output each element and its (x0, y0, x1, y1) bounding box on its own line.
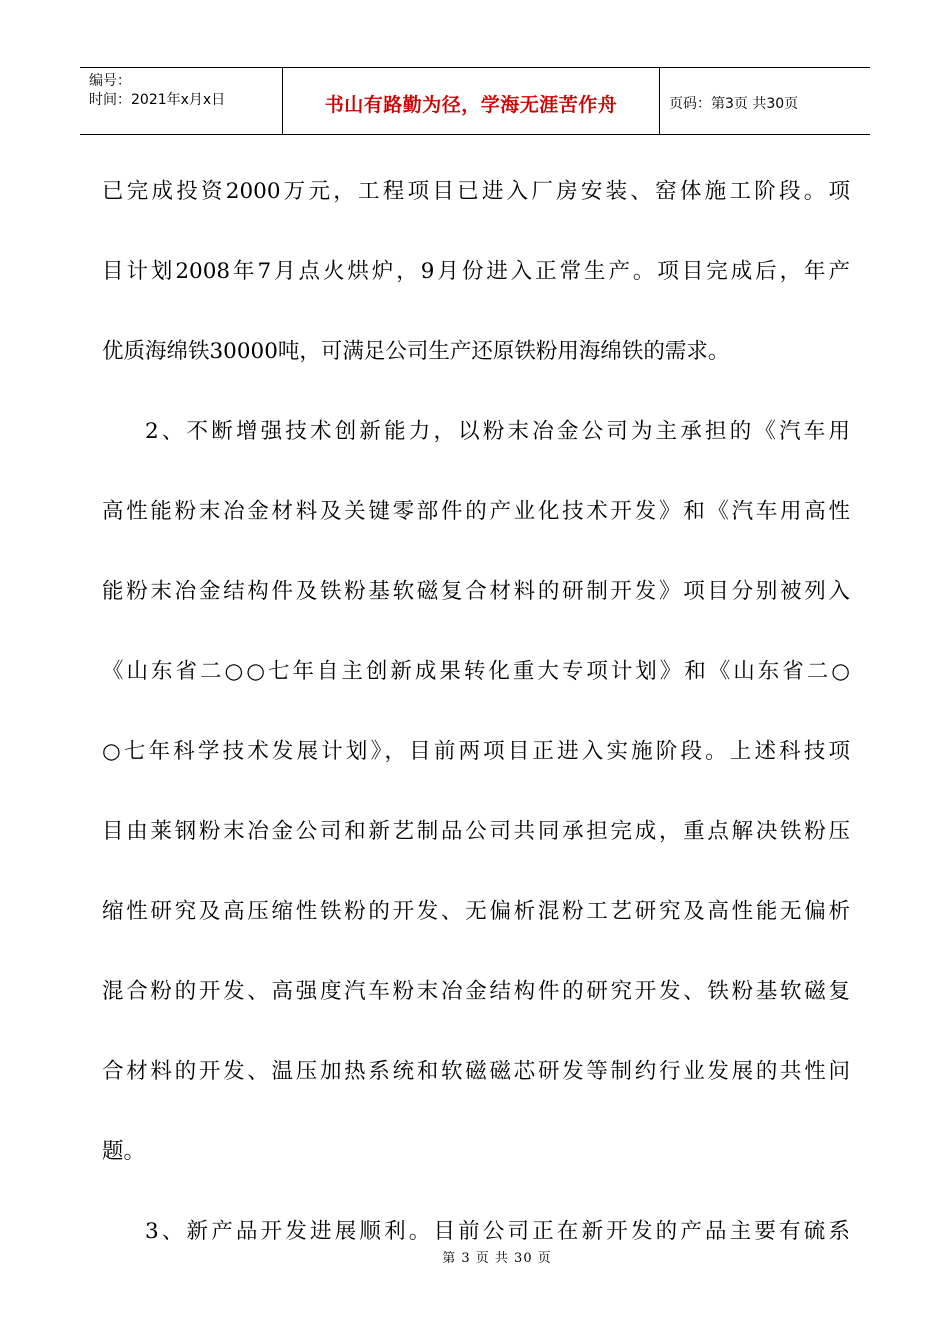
body-line: 能粉末冶金结构件及铁粉基软磁复合材料的研制开发》项目分别被列入 (102, 579, 850, 604)
body-line: 目由莱钢粉末冶金公司和新艺制品公司共同承担完成，重点解决铁粉压 (102, 819, 850, 844)
body-line: 混合粉的开发、高强度汽车粉末冶金结构件的研究开发、铁粉基软磁复 (102, 979, 850, 1004)
body-line: 目计划2008年7月点火烘炉，9月份进入正常生产。项目完成后，年产 (102, 259, 850, 284)
header-info-cell (80, 68, 283, 134)
header-motto: 书山有路勤为径，学海无涯苦作舟 (283, 68, 660, 134)
body-line: 2、不断增强技术创新能力，以粉末冶金公司为主承担的《汽车用 (145, 419, 850, 444)
body-line: 题。 (102, 1139, 146, 1164)
body-line: 合材料的开发、温压加热系统和软磁磁芯研发等制约行业发展的共性问 (102, 1059, 850, 1084)
body-line: 优质海绵铁30000吨，可满足公司生产还原铁粉用海绵铁的需求。 (102, 339, 730, 364)
body-line: 缩性研究及高压缩性铁粉的开发、无偏析混粉工艺研究及高性能无偏析 (102, 899, 850, 924)
body-line: 高性能粉末冶金材料及关键零部件的产业化技术开发》和《汽车用高性 (102, 499, 850, 524)
body-line: 《山东省二○○七年自主创新成果转化重大专项计划》和《山东省二○ (102, 659, 850, 684)
document-body (102, 163, 850, 1283)
document-date-label: 时间：2021年x月x日 (89, 92, 226, 108)
document-header (80, 67, 870, 135)
body-line: ○七年科学技术发展计划》，目前两项目正进入实施阶段。上述科技项 (102, 739, 850, 764)
body-line: 3、新产品开发进展顺利。目前公司正在新开发的产品主要有硫系 (145, 1219, 850, 1244)
page-footer: 第 3 页 共 30 页 (442, 1251, 552, 1266)
body-line: 已完成投资2000万元，工程项目已进入厂房安装、窑体施工阶段。项 (102, 179, 850, 204)
document-number-label: 编号： (89, 73, 131, 89)
header-page-code: 页码：第3页 共30页 (669, 96, 799, 112)
